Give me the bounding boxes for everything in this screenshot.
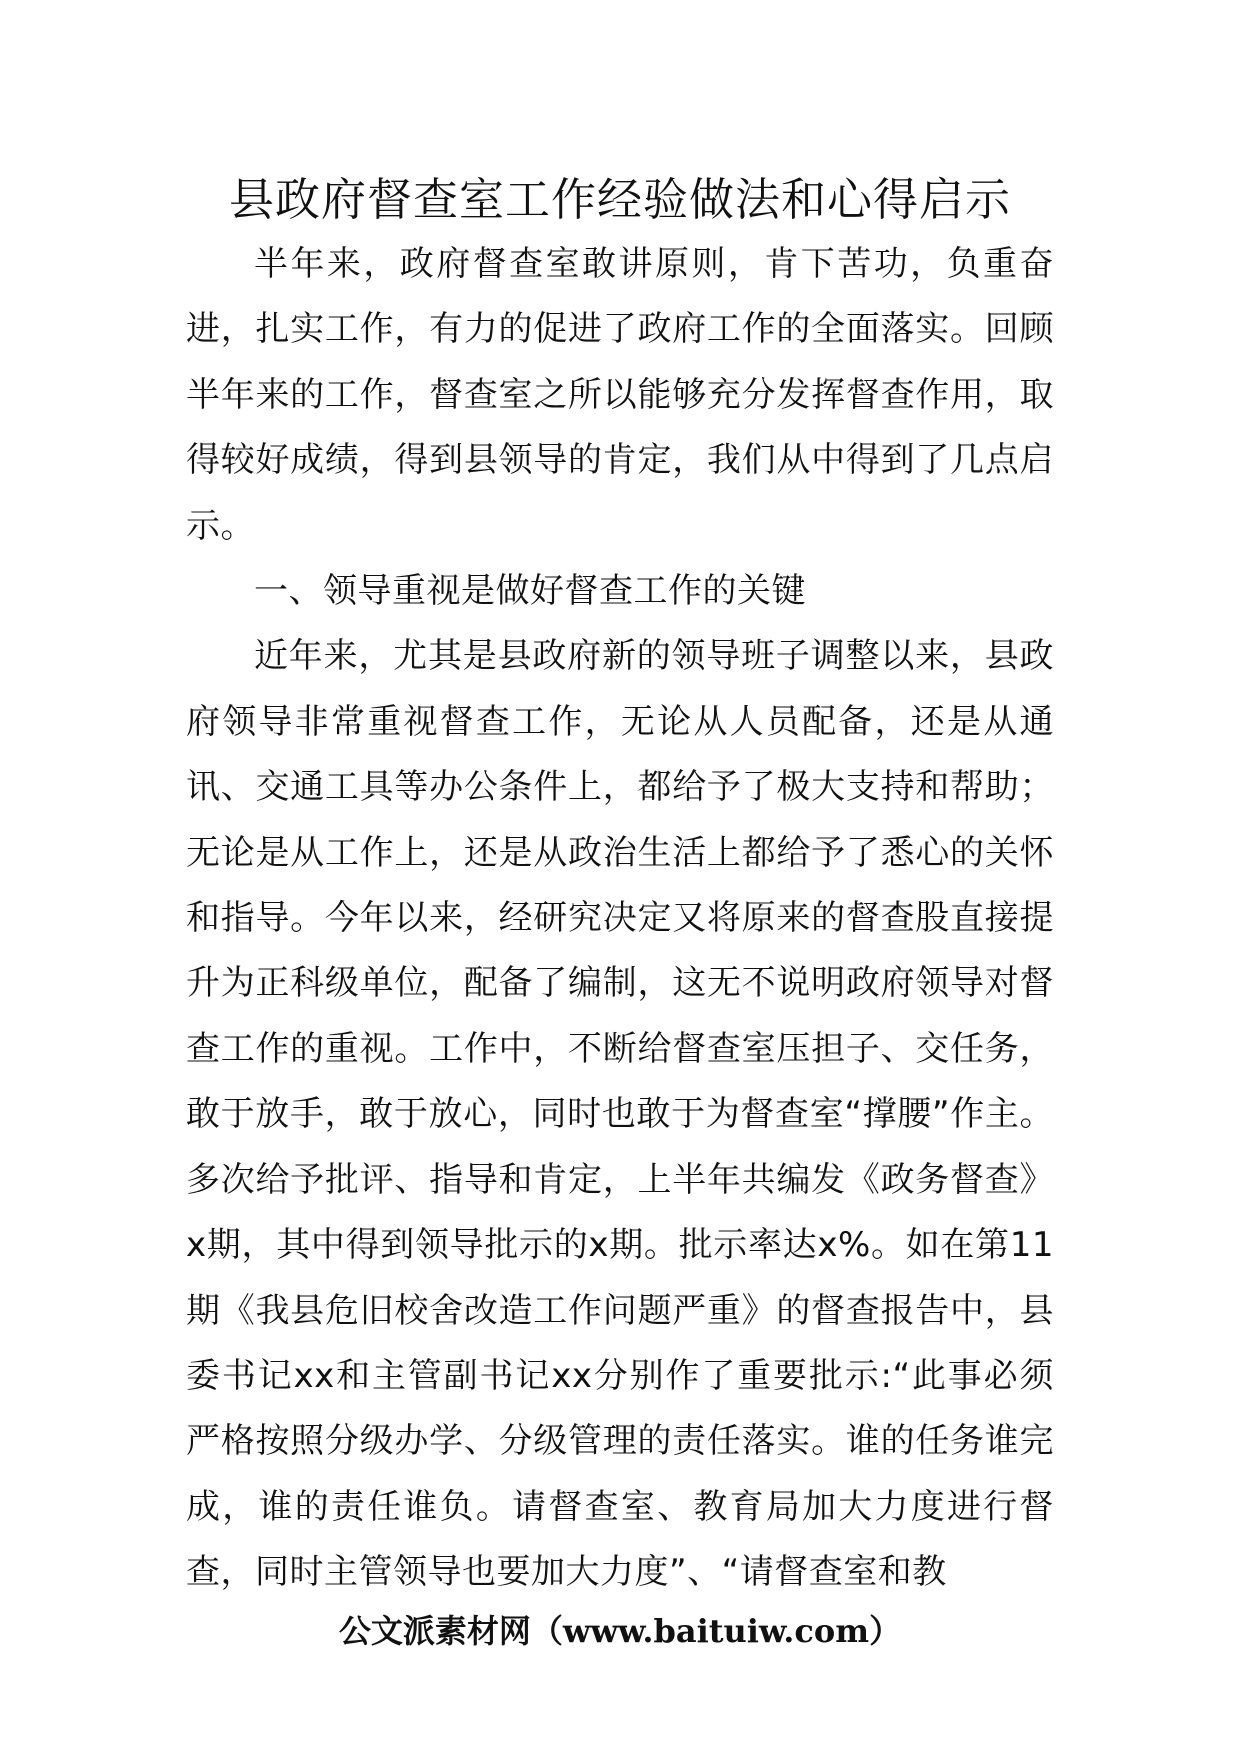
section-heading-1: 一、领导重视是做好督查工作的关键 [254,571,806,612]
page-footer-watermark: 公文派素材网（www.baituiw.com） [338,1612,902,1650]
document-title: 县政府督查室工作经验做法和心得启示 [228,173,1011,226]
document-body [186,232,1054,1606]
paragraph-section-1: 近年来，尤其是县政府新的领导班子调整以来，县政府领导非常重视督查工作，无论从人员配备，还是从通讯、交通工具等办公条件上，都给予了极大支持和帮助；无论是从工作上，还是从政治生活上都给予了悉心的关怀和指导。今年以来，经研究决定又将原来的督查股直接提升为正科级单位，配备了编制，这无不说明政府领导对督查工作的重视。工作中，不断给督查室压担子、交任务，敢于放手，敢于放心，同时也敢于为督查室“撑腰”作主。多次给予批评、指导和肯定，上半年共编发《政务督查》x期，其中得到领导批示的x期。批示率达x%。如在第11期《我县危旧校舍改造工作问题严重》的督查报告中，县委书记xx和主管副书记xx分别作了重要批示:“此事必须严格按照分级办学、分级管理的责任落实。谁的任务谁完成，谁的责任谁负。请督查室、教育局加大力度进行督查，同时主管领导也要加大力度”、“请督查室和教 [186,636,1054,1593]
paragraph-intro: 半年来，政府督查室敢讲原则，肯下苦功，负重奋进，扎实工作，有力的促进了政府工作的全面落实。回顾半年来的工作，督查室之所以能够充分发挥督查作用，取得较好成绩，得到县领导的肯定，我们从中得到了几点启示。 [186,244,1054,546]
